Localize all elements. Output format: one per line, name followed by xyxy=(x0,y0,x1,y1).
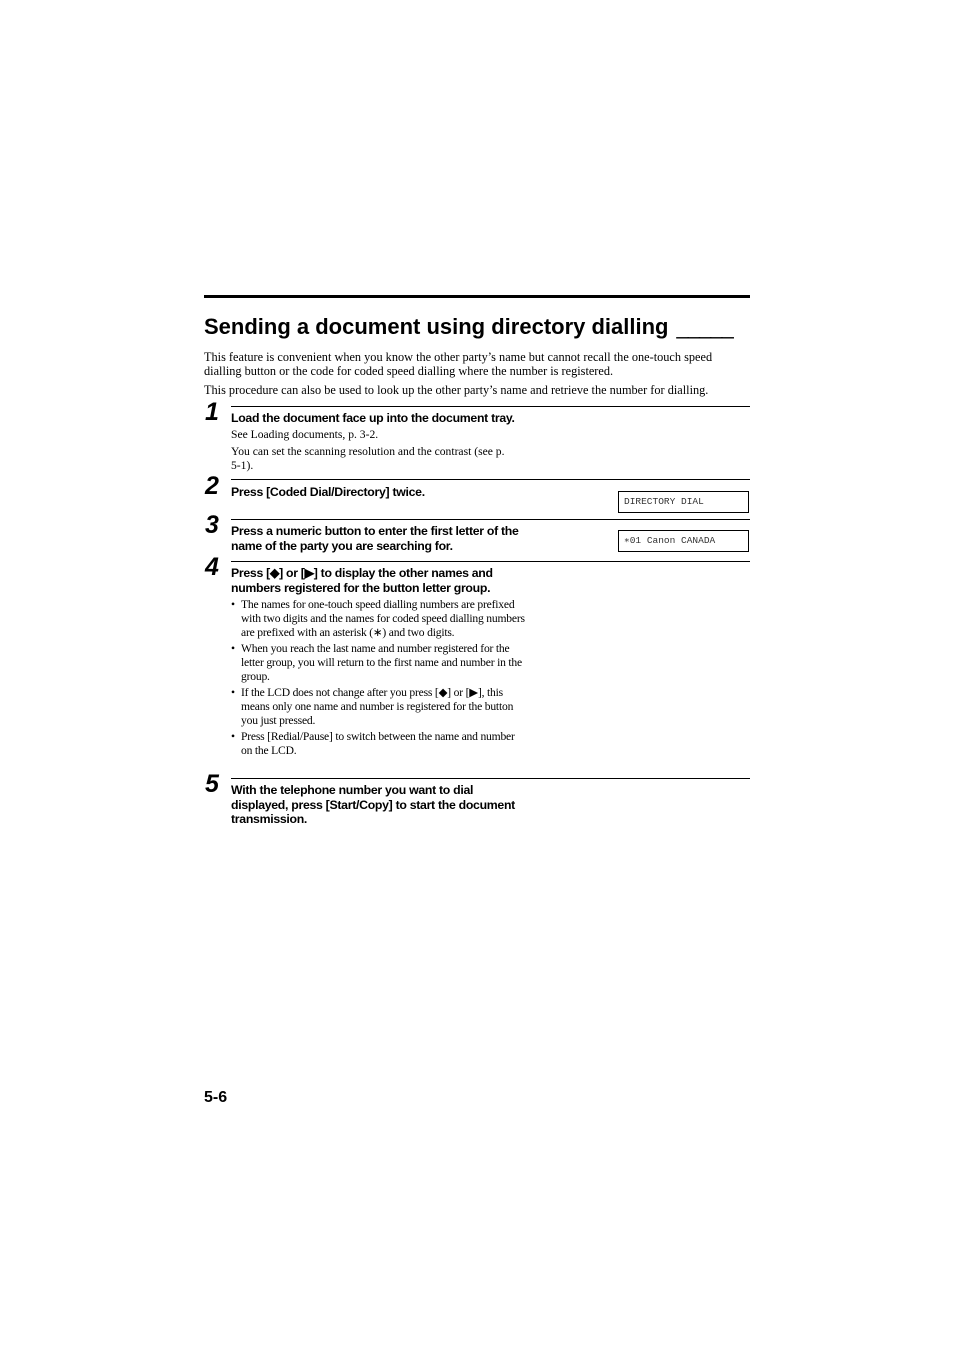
section-title-trail: _____ xyxy=(676,314,733,339)
list-item: • Press [Redial/Pause] to switch between the name and number on the LCD. xyxy=(231,730,527,758)
step-1-note-2: You can set the scanning resolution and the contrast (see p. 5-1). xyxy=(231,445,505,472)
step-4-number: 4 xyxy=(205,553,219,581)
step-2-heading: Press [Coded Dial/Directory] twice. xyxy=(231,485,425,499)
step-4-bullet-list xyxy=(231,598,527,760)
intro-paragraph-2: This procedure can also be used to look up the other party’s name and retrieve the number for dialling. xyxy=(204,383,709,397)
step-5-heading: With the telephone number you want to dial displayed, press [Start/Copy] to start the document transmission. xyxy=(231,783,515,826)
list-item: • When you reach the last name and number registered for the letter group, you will return to the first name and number in the group. xyxy=(231,642,527,684)
page-number: 5-6 xyxy=(204,1089,228,1106)
step-2-number: 2 xyxy=(205,472,219,500)
section-title-text: Sending a document using directory dialling xyxy=(204,314,669,339)
step-3-rule xyxy=(231,519,750,520)
section-title xyxy=(204,312,733,342)
step-4-rule xyxy=(231,561,750,562)
lcd-display-canon-canada: ∗01 Canon CANADA xyxy=(618,530,749,552)
list-item: • The names for one-touch speed dialling numbers are prefixed with two digits and the names for coded speed dialling numbers are prefixed with an asterisk (∗) and two digits. xyxy=(231,598,527,640)
step-3-heading: Press a numeric button to enter the first letter of the name of the party you are searching for. xyxy=(231,524,519,553)
step-1-number: 1 xyxy=(205,398,219,426)
step-1-note-1: See Loading documents, p. 3-2. xyxy=(231,428,379,441)
step-1-rule xyxy=(231,406,750,407)
step-2-rule xyxy=(231,479,750,480)
step-4-heading: Press [◆] or [▶] to display the other names and numbers registered for the button letter group. xyxy=(231,566,493,595)
list-item: • If the LCD does not change after you press [◆] or [▶], this means only one name and number is registered for the button you just pressed. xyxy=(231,686,527,728)
step-3-number: 3 xyxy=(205,511,219,539)
step-5-rule xyxy=(231,778,750,779)
intro-paragraph-1: This feature is convenient when you know the other party’s name but cannot recall the one-touch speed dialling button or the code for coded speed dialling where the number is registered. xyxy=(204,350,713,378)
step-5-number: 5 xyxy=(205,770,219,798)
section-top-rule xyxy=(204,295,750,298)
lcd-display-directory-dial: DIRECTORY DIAL xyxy=(618,491,749,513)
step-1-heading: Load the document face up into the document tray. xyxy=(231,411,515,425)
